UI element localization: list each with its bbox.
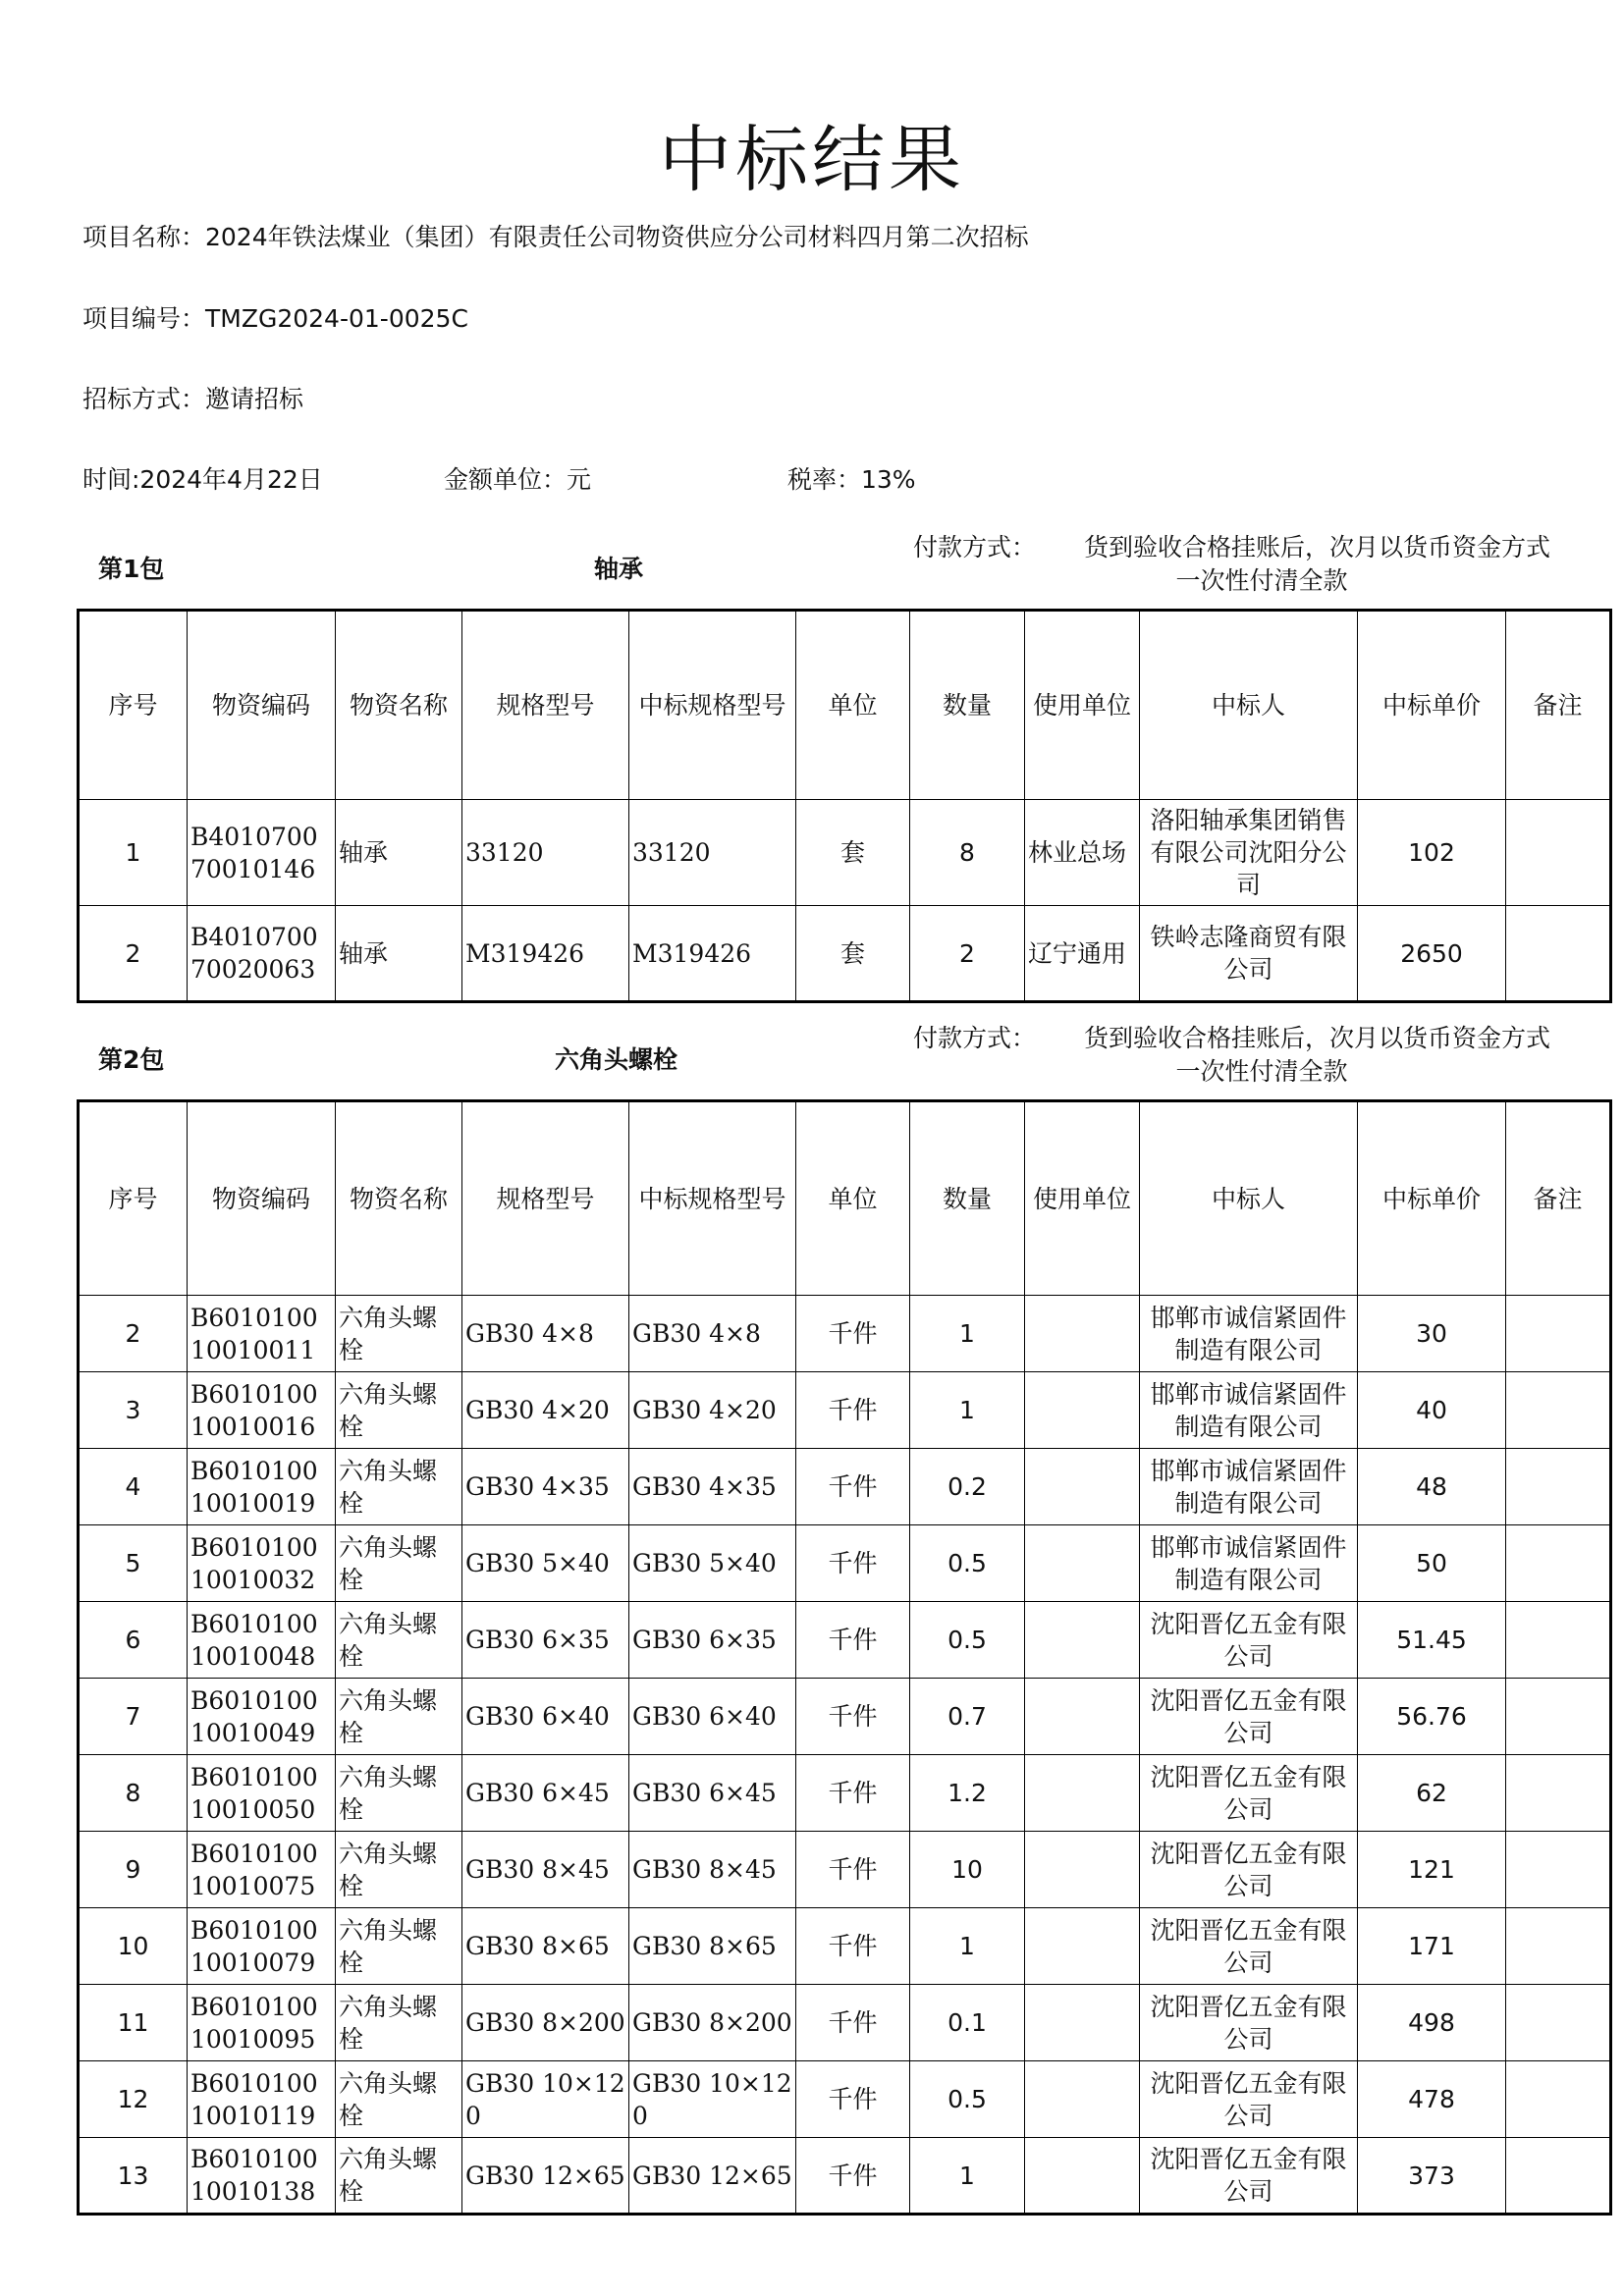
cell-quantity: 0.7 <box>910 1679 1025 1755</box>
cell-winner: 邯郸市诚信紧固件制造有限公司 <box>1140 1525 1358 1602</box>
table-row <box>79 1602 1611 1679</box>
cell-winner: 洛阳轴承集团销售有限公司沈阳分公司 <box>1140 800 1358 906</box>
cell-awarded-spec: GB30 4×20 <box>629 1372 796 1449</box>
cell-unit-price: 56.76 <box>1358 1679 1506 1755</box>
cell-unit: 千件 <box>796 1679 910 1755</box>
cell-unit: 千件 <box>796 1449 910 1525</box>
cell-seq: 8 <box>79 1755 188 1832</box>
cell-quantity: 1 <box>910 1908 1025 1985</box>
cell-user-unit <box>1025 1525 1140 1602</box>
cell-unit-price: 478 <box>1358 2061 1506 2138</box>
package-1-id: 第1包 <box>98 555 165 583</box>
cell-material-code: B601010010010075 <box>188 1832 336 1908</box>
cell-winner: 沈阳晋亿五金有限公司 <box>1140 2061 1358 2138</box>
cell-unit: 套 <box>796 906 910 1002</box>
column-header-remark: 备注 <box>1506 611 1611 800</box>
column-header-material-code: 物资编码 <box>188 1101 336 1296</box>
cell-remark <box>1506 906 1611 1002</box>
cell-awarded-spec: GB30 6×45 <box>629 1755 796 1832</box>
cell-material-code: B601010010010095 <box>188 1985 336 2061</box>
column-header-quantity: 数量 <box>910 1101 1025 1296</box>
cell-awarded-spec: 33120 <box>629 800 796 906</box>
cell-user-unit <box>1025 1985 1140 2061</box>
cell-material-code: B601010010010016 <box>188 1372 336 1449</box>
column-header-user-unit: 使用单位 <box>1025 1101 1140 1296</box>
cell-remark <box>1506 1908 1611 1985</box>
table-row <box>79 2138 1611 2215</box>
table-row <box>79 1449 1611 1525</box>
cell-spec: GB30 8×45 <box>462 1832 629 1908</box>
payment-label: 付款方式： <box>913 533 1037 561</box>
column-header-seq: 序号 <box>79 1101 188 1296</box>
column-header-user-unit: 使用单位 <box>1025 611 1140 800</box>
cell-material-name: 六角头螺栓 <box>336 2138 462 2215</box>
cell-unit: 套 <box>796 800 910 906</box>
cell-remark <box>1506 800 1611 906</box>
cell-material-name: 六角头螺栓 <box>336 2061 462 2138</box>
column-header-material-code: 物资编码 <box>188 611 336 800</box>
cell-unit-price: 40 <box>1358 1372 1506 1449</box>
bid-method: 招标方式：邀请招标 <box>82 385 304 413</box>
cell-user-unit: 辽宁通用 <box>1025 906 1140 1002</box>
cell-remark <box>1506 1832 1611 1908</box>
package-2-table <box>77 1099 1612 2216</box>
cell-material-code: B601010010010138 <box>188 2138 336 2215</box>
payment-line-1: 货到验收合格挂账后，次月以货币资金方式 <box>1084 1024 1551 1052</box>
table-row <box>79 1525 1611 1602</box>
cell-spec: GB30 6×40 <box>462 1679 629 1755</box>
cell-seq: 10 <box>79 1908 188 1985</box>
cell-remark <box>1506 1525 1611 1602</box>
cell-seq: 4 <box>79 1449 188 1525</box>
cell-spec: M319426 <box>462 906 629 1002</box>
cell-material-name: 六角头螺栓 <box>336 1755 462 1832</box>
table-header-row <box>79 611 1611 800</box>
column-header-unit: 单位 <box>796 1101 910 1296</box>
column-header-remark: 备注 <box>1506 1101 1611 1296</box>
cell-user-unit <box>1025 1372 1140 1449</box>
cell-remark <box>1506 2061 1611 2138</box>
cell-user-unit <box>1025 1296 1140 1372</box>
cell-quantity: 1 <box>910 2138 1025 2215</box>
cell-awarded-spec: GB30 8×45 <box>629 1832 796 1908</box>
column-header-awarded-spec: 中标规格型号 <box>629 1101 796 1296</box>
cell-user-unit <box>1025 2138 1140 2215</box>
cell-material-name: 六角头螺栓 <box>336 1449 462 1525</box>
cell-material-code: B601010010010079 <box>188 1908 336 1985</box>
cell-remark <box>1506 1449 1611 1525</box>
project-name: 项目名称：2024年铁法煤业（集团）有限责任公司物资供应分公司材料四月第二次招标 <box>82 223 1029 251</box>
table-row <box>79 1832 1611 1908</box>
cell-spec: GB30 8×200 <box>462 1985 629 2061</box>
cell-awarded-spec: GB30 5×40 <box>629 1525 796 1602</box>
cell-material-name: 六角头螺栓 <box>336 1525 462 1602</box>
cell-spec: GB30 6×45 <box>462 1755 629 1832</box>
cell-awarded-spec: GB30 4×35 <box>629 1449 796 1525</box>
column-header-quantity: 数量 <box>910 611 1025 800</box>
cell-awarded-spec: M319426 <box>629 906 796 1002</box>
cell-quantity: 0.1 <box>910 1985 1025 2061</box>
cell-unit: 千件 <box>796 1832 910 1908</box>
cell-winner: 沈阳晋亿五金有限公司 <box>1140 1602 1358 1679</box>
cell-material-name: 六角头螺栓 <box>336 1832 462 1908</box>
cell-material-name: 六角头螺栓 <box>336 1372 462 1449</box>
cell-remark <box>1506 1985 1611 2061</box>
cell-unit-price: 51.45 <box>1358 1602 1506 1679</box>
cell-user-unit <box>1025 1602 1140 1679</box>
cell-spec: GB30 8×65 <box>462 1908 629 1985</box>
column-header-winner: 中标人 <box>1140 1101 1358 1296</box>
cell-seq: 12 <box>79 2061 188 2138</box>
column-header-awarded-spec: 中标规格型号 <box>629 611 796 800</box>
table-row <box>79 1296 1611 1372</box>
cell-material-code: B601010010010011 <box>188 1296 336 1372</box>
cell-material-code: B601010010010049 <box>188 1679 336 1755</box>
cell-spec: GB30 12×65 <box>462 2138 629 2215</box>
cell-quantity: 8 <box>910 800 1025 906</box>
cell-unit: 千件 <box>796 1908 910 1985</box>
cell-material-name: 六角头螺栓 <box>336 1602 462 1679</box>
cell-material-name: 六角头螺栓 <box>336 1985 462 2061</box>
cell-user-unit <box>1025 2061 1140 2138</box>
cell-spec: GB30 4×35 <box>462 1449 629 1525</box>
cell-unit-price: 30 <box>1358 1296 1506 1372</box>
cell-material-code: B401070070010146 <box>188 800 336 906</box>
cell-seq: 5 <box>79 1525 188 1602</box>
cell-material-name: 轴承 <box>336 800 462 906</box>
cell-winner: 沈阳晋亿五金有限公司 <box>1140 1985 1358 2061</box>
cell-unit-price: 171 <box>1358 1908 1506 1985</box>
cell-material-name: 六角头螺栓 <box>336 1679 462 1755</box>
package-2-id: 第2包 <box>98 1045 165 1074</box>
cell-user-unit <box>1025 1679 1140 1755</box>
cell-unit: 千件 <box>796 1985 910 2061</box>
cell-unit: 千件 <box>796 2138 910 2215</box>
cell-unit-price: 48 <box>1358 1449 1506 1525</box>
column-header-spec: 规格型号 <box>462 611 629 800</box>
cell-awarded-spec: GB30 8×200 <box>629 1985 796 2061</box>
table-header-row <box>79 1101 1611 1296</box>
cell-winner: 沈阳晋亿五金有限公司 <box>1140 1832 1358 1908</box>
cell-remark <box>1506 1755 1611 1832</box>
cell-unit-price: 121 <box>1358 1832 1506 1908</box>
table-row <box>79 800 1611 906</box>
cell-material-name: 轴承 <box>336 906 462 1002</box>
page-title: 中标结果 <box>659 118 965 202</box>
cell-winner: 铁岭志隆商贸有限公司 <box>1140 906 1358 1002</box>
cell-winner: 沈阳晋亿五金有限公司 <box>1140 1908 1358 1985</box>
cell-winner: 邯郸市诚信紧固件制造有限公司 <box>1140 1449 1358 1525</box>
cell-user-unit <box>1025 1908 1140 1985</box>
table-row <box>79 1372 1611 1449</box>
payment-label: 付款方式： <box>913 1024 1037 1052</box>
table-row <box>79 1985 1611 2061</box>
table-row <box>79 2061 1611 2138</box>
cell-awarded-spec: GB30 10×120 <box>629 2061 796 2138</box>
cell-material-code: B601010010010050 <box>188 1755 336 1832</box>
cell-seq: 3 <box>79 1372 188 1449</box>
cell-material-name: 六角头螺栓 <box>336 1296 462 1372</box>
bid-date: 时间:2024年4月22日 <box>82 465 323 494</box>
column-header-seq: 序号 <box>79 611 188 800</box>
cell-spec: GB30 5×40 <box>462 1525 629 1602</box>
payment-line-2: 一次性付清全款 <box>1175 1057 1348 1086</box>
cell-spec: GB30 10×120 <box>462 2061 629 2138</box>
column-header-unit-price: 中标单价 <box>1358 1101 1506 1296</box>
cell-unit: 千件 <box>796 1372 910 1449</box>
cell-unit: 千件 <box>796 2061 910 2138</box>
cell-awarded-spec: GB30 6×40 <box>629 1679 796 1755</box>
cell-user-unit <box>1025 1832 1140 1908</box>
cell-awarded-spec: GB30 8×65 <box>629 1908 796 1985</box>
payment-line-1: 货到验收合格挂账后，次月以货币资金方式 <box>1084 533 1551 561</box>
cell-spec: GB30 4×20 <box>462 1372 629 1449</box>
cell-seq: 11 <box>79 1985 188 2061</box>
cell-unit-price: 373 <box>1358 2138 1506 2215</box>
cell-quantity: 0.5 <box>910 2061 1025 2138</box>
cell-quantity: 1.2 <box>910 1755 1025 1832</box>
column-header-unit-price: 中标单价 <box>1358 611 1506 800</box>
cell-spec: 33120 <box>462 800 629 906</box>
table-row <box>79 1755 1611 1832</box>
cell-user-unit <box>1025 1449 1140 1525</box>
cell-seq: 1 <box>79 800 188 906</box>
cell-unit: 千件 <box>796 1525 910 1602</box>
cell-seq: 2 <box>79 1296 188 1372</box>
project-code: 项目编号：TMZG2024-01-0025C <box>82 304 468 333</box>
cell-material-code: B601010010010119 <box>188 2061 336 2138</box>
cell-material-code: B601010010010032 <box>188 1525 336 1602</box>
cell-material-name: 六角头螺栓 <box>336 1908 462 1985</box>
cell-spec: GB30 6×35 <box>462 1602 629 1679</box>
table-row <box>79 1908 1611 1985</box>
cell-unit: 千件 <box>796 1296 910 1372</box>
cell-unit-price: 62 <box>1358 1755 1506 1832</box>
cell-material-code: B601010010010048 <box>188 1602 336 1679</box>
cell-unit: 千件 <box>796 1755 910 1832</box>
column-header-winner: 中标人 <box>1140 611 1358 800</box>
column-header-unit: 单位 <box>796 611 910 800</box>
cell-winner: 沈阳晋亿五金有限公司 <box>1140 2138 1358 2215</box>
cell-quantity: 0.5 <box>910 1525 1025 1602</box>
cell-seq: 9 <box>79 1832 188 1908</box>
cell-unit-price: 50 <box>1358 1525 1506 1602</box>
cell-user-unit <box>1025 1755 1140 1832</box>
cell-unit: 千件 <box>796 1602 910 1679</box>
package-1-name: 轴承 <box>594 555 644 583</box>
package-1-table <box>77 609 1612 1003</box>
column-header-spec: 规格型号 <box>462 1101 629 1296</box>
cell-remark <box>1506 2138 1611 2215</box>
cell-material-code: B401070070020063 <box>188 906 336 1002</box>
payment-line-2: 一次性付清全款 <box>1175 566 1348 595</box>
cell-quantity: 2 <box>910 906 1025 1002</box>
cell-seq: 7 <box>79 1679 188 1755</box>
cell-awarded-spec: GB30 4×8 <box>629 1296 796 1372</box>
cell-winner: 邯郸市诚信紧固件制造有限公司 <box>1140 1296 1358 1372</box>
cell-quantity: 1 <box>910 1296 1025 1372</box>
cell-quantity: 1 <box>910 1372 1025 1449</box>
table-row <box>79 906 1611 1002</box>
cell-remark <box>1506 1602 1611 1679</box>
cell-material-code: B601010010010019 <box>188 1449 336 1525</box>
cell-seq: 6 <box>79 1602 188 1679</box>
cell-quantity: 0.5 <box>910 1602 1025 1679</box>
currency-unit: 金额单位：元 <box>444 465 592 494</box>
cell-spec: GB30 4×8 <box>462 1296 629 1372</box>
column-header-material-name: 物资名称 <box>336 611 462 800</box>
cell-remark <box>1506 1372 1611 1449</box>
table-row <box>79 1679 1611 1755</box>
cell-user-unit: 林业总场 <box>1025 800 1140 906</box>
cell-awarded-spec: GB30 12×65 <box>629 2138 796 2215</box>
cell-unit-price: 102 <box>1358 800 1506 906</box>
cell-quantity: 0.2 <box>910 1449 1025 1525</box>
cell-winner: 沈阳晋亿五金有限公司 <box>1140 1755 1358 1832</box>
tax-rate: 税率：13% <box>787 465 916 494</box>
cell-winner: 邯郸市诚信紧固件制造有限公司 <box>1140 1372 1358 1449</box>
cell-seq: 13 <box>79 2138 188 2215</box>
cell-remark <box>1506 1679 1611 1755</box>
cell-awarded-spec: GB30 6×35 <box>629 1602 796 1679</box>
cell-remark <box>1506 1296 1611 1372</box>
package-2-name: 六角头螺栓 <box>555 1045 678 1074</box>
cell-unit-price: 2650 <box>1358 906 1506 1002</box>
cell-winner: 沈阳晋亿五金有限公司 <box>1140 1679 1358 1755</box>
cell-unit-price: 498 <box>1358 1985 1506 2061</box>
cell-seq: 2 <box>79 906 188 1002</box>
column-header-material-name: 物资名称 <box>336 1101 462 1296</box>
cell-quantity: 10 <box>910 1832 1025 1908</box>
